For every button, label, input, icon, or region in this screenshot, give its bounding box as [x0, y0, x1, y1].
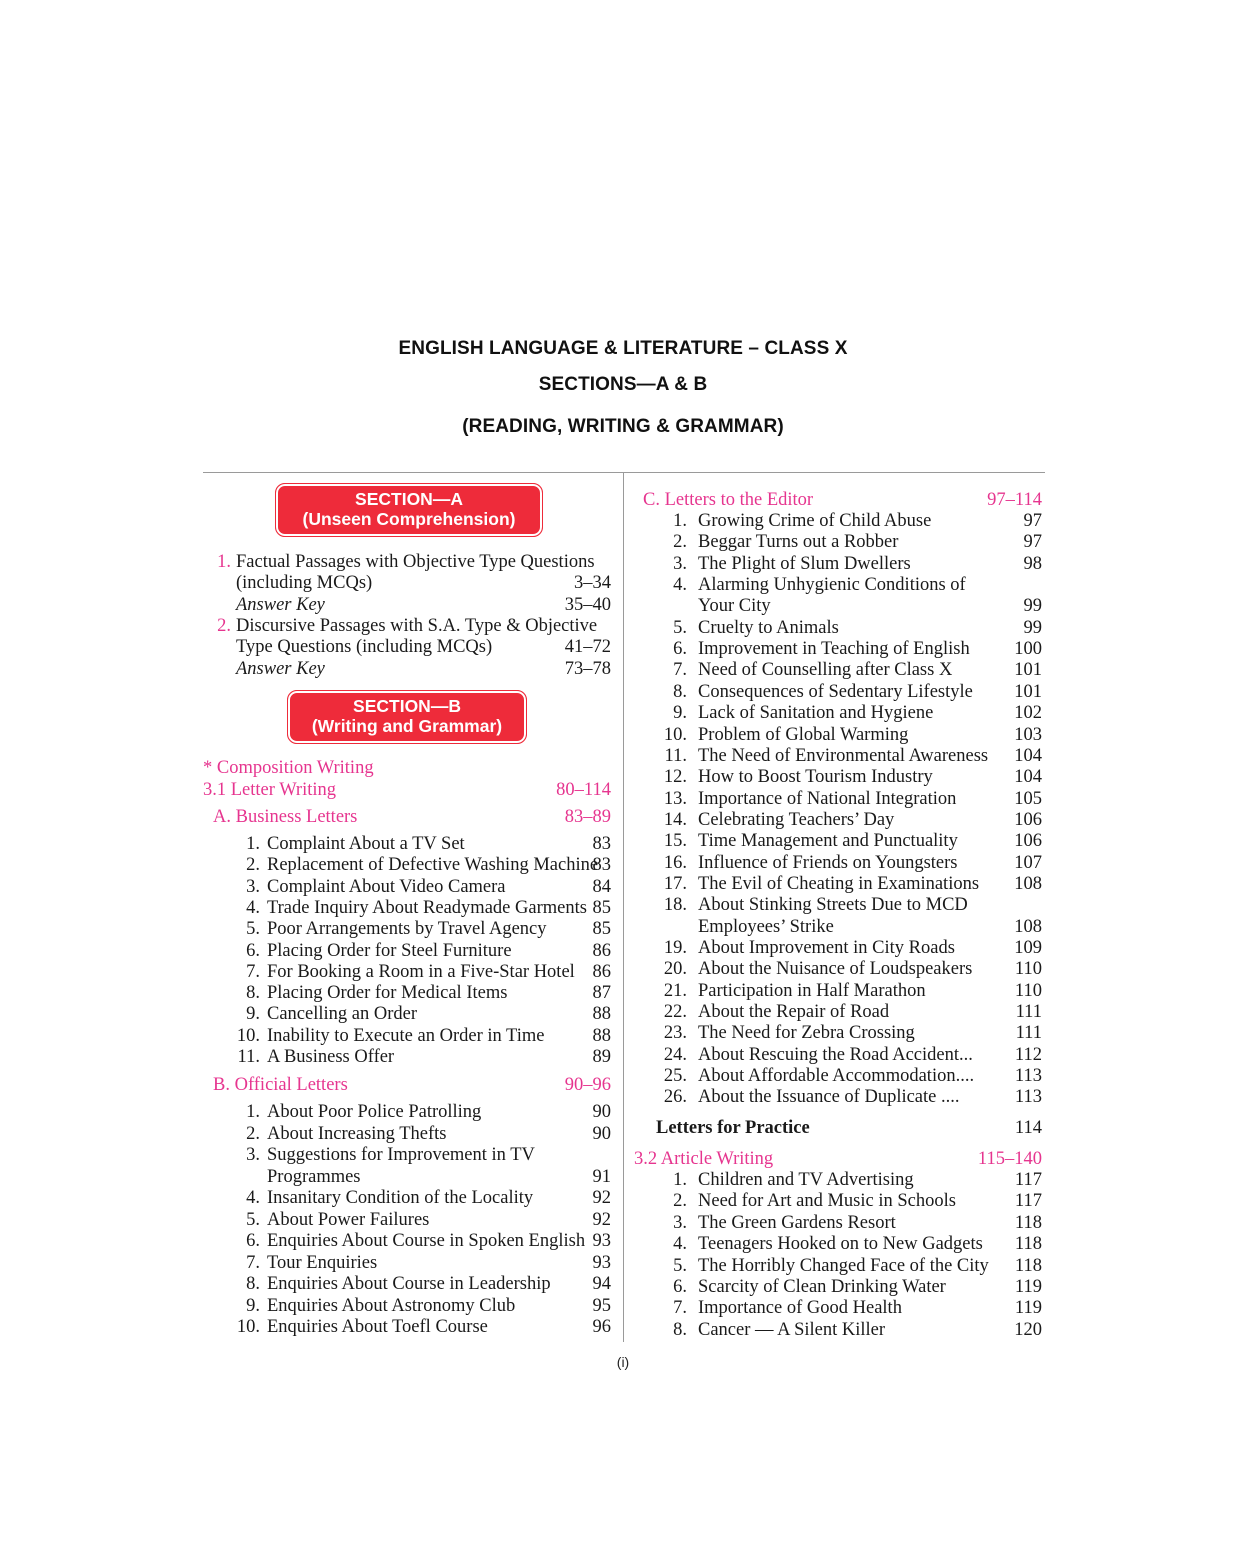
item-title: Employees’ Strike: [698, 916, 834, 937]
sections-heading: SECTIONS—A & B: [538, 374, 708, 395]
list-item: [203, 1046, 613, 1068]
list-item: [634, 1212, 1044, 1234]
item-title: Problem of Global Warming: [698, 724, 909, 745]
list-item: [203, 897, 613, 919]
item-number: 2.: [673, 1191, 687, 1212]
item-number: 15.: [663, 831, 687, 852]
item-number: 8.: [673, 681, 687, 702]
list-item: [634, 937, 1044, 959]
item-number: 1.: [246, 834, 260, 854]
item-page: 118: [1014, 1234, 1042, 1255]
list-item: [634, 595, 1044, 617]
item-page: 99: [1023, 617, 1042, 638]
item-number: 24.: [663, 1044, 687, 1065]
item-page: 88: [592, 1025, 611, 1046]
list-item: [634, 1276, 1044, 1298]
composition-heading: [203, 757, 613, 779]
item-page: 97: [1023, 532, 1042, 553]
item-title: Poor Arrangements by Travel Agency: [267, 919, 547, 940]
item-title: About Rescuing the Road Accident...: [698, 1044, 973, 1065]
item-number: 18.: [663, 895, 687, 916]
item-page: 110: [1014, 980, 1042, 1001]
section-b-badge-title: SECTION—B: [353, 696, 461, 716]
section-a-badge-title: SECTION—A: [355, 489, 463, 509]
item-title: Cancelling an Order: [267, 1004, 417, 1025]
item-number: 6.: [246, 1231, 260, 1251]
list-item: [634, 788, 1044, 810]
item-title: Time Management and Punctuality: [698, 831, 958, 852]
item-number: 4.: [673, 1234, 687, 1255]
official-letters-heading: [203, 1074, 613, 1096]
item-title: The Horribly Changed Face of the City: [698, 1255, 989, 1276]
item-title: Improvement in Teaching of English: [698, 639, 970, 660]
item-number: 1.: [673, 511, 687, 531]
list-item: [203, 1295, 613, 1317]
list-item: [634, 553, 1044, 575]
item-title: Trade Inquiry About Readymade Garments: [267, 897, 587, 918]
item-page: 101: [1014, 660, 1042, 681]
item-page: 117: [1014, 1191, 1042, 1212]
item-title: The Need of Environmental Awareness: [698, 745, 989, 766]
item-title: Cancer — A Silent Killer: [698, 1319, 886, 1340]
item-page: 92: [592, 1188, 611, 1208]
editor-letters-heading: [634, 489, 1044, 511]
list-item: [203, 940, 613, 962]
item-page: 85: [592, 897, 611, 918]
list-item: [203, 854, 613, 876]
list-item: [203, 1123, 613, 1145]
list-item: [203, 1144, 613, 1166]
item-number: 2.: [673, 532, 687, 553]
business-letters-label: A. Business Letters: [213, 807, 358, 827]
editor-letters-label: C. Letters to the Editor: [643, 490, 814, 510]
item-number: 10.: [663, 724, 687, 745]
item-number: 12.: [663, 767, 687, 788]
item-title: Consequences of Sedentary Lifestyle: [698, 681, 973, 702]
item-number: 1.: [246, 1102, 260, 1122]
item-title: Enquiries About Astronomy Club: [267, 1295, 516, 1316]
list-item: [634, 702, 1044, 724]
list-item: [634, 574, 1044, 596]
item-number: 10.: [236, 1025, 260, 1046]
item-page: 83: [592, 855, 611, 876]
item-title: Need of Counselling after Class X: [698, 660, 953, 681]
list-item: [203, 918, 613, 940]
item-page: 104: [1014, 745, 1042, 766]
item-number: 11.: [664, 745, 687, 766]
item-page: 92: [592, 1209, 611, 1230]
item-number: 5.: [246, 919, 260, 940]
item-page: 106: [1014, 809, 1042, 830]
item-number: 2.: [217, 615, 231, 636]
item-page: 89: [592, 1047, 611, 1067]
list-item: [634, 809, 1044, 831]
editor-letters-pages: 97–114: [987, 490, 1042, 510]
item-page: 98: [1023, 553, 1042, 574]
article-writing-heading: [634, 1148, 1044, 1170]
item-page: 86: [592, 940, 611, 961]
list-item: [634, 681, 1044, 703]
item-title: Placing Order for Steel Furniture: [267, 940, 512, 961]
item-title: Importance of National Integration: [698, 788, 957, 809]
business-letters-pages: 83–89: [564, 807, 611, 827]
item-title: Tour Enquiries: [267, 1252, 378, 1273]
item-number: 7.: [246, 1252, 260, 1273]
item-page: 94: [592, 1274, 611, 1294]
list-item: [634, 1297, 1044, 1319]
letter-writing-label: 3.1 Letter Writing: [203, 780, 337, 800]
list-item: [634, 852, 1044, 874]
list-item: [634, 958, 1044, 980]
item-title: Replacement of Defective Washing Machine: [267, 855, 599, 876]
list-item: [634, 745, 1044, 767]
item-title: Cruelty to Animals: [698, 617, 839, 638]
list-item: [203, 982, 613, 1004]
item-page: 35–40: [564, 594, 611, 615]
list-item: [634, 510, 1044, 532]
letters-for-practice-row: [634, 1117, 1044, 1139]
section-b-badge-subtitle: (Writing and Grammar): [311, 716, 503, 736]
item-title: About the Repair of Road: [698, 1002, 890, 1023]
list-item: [634, 724, 1044, 746]
item-number: 8.: [246, 1274, 260, 1294]
item-page: 93: [592, 1231, 611, 1251]
item-page: 110: [1014, 959, 1042, 980]
item-title: About Improvement in City Roads: [698, 938, 955, 958]
section-a-item: [203, 658, 613, 680]
subtitle-heading: (READING, WRITING & GRAMMAR): [462, 416, 784, 437]
letter-writing-heading: [203, 779, 613, 801]
item-title: The Green Gardens Resort: [698, 1212, 896, 1233]
item-page: 87: [592, 983, 611, 1004]
item-title: (including MCQs): [236, 573, 373, 594]
item-number: 4.: [246, 1188, 260, 1208]
item-title: Inability to Execute an Order in Time: [267, 1025, 545, 1046]
item-page: 111: [1015, 1002, 1042, 1023]
item-title: Beggar Turns out a Robber: [698, 532, 899, 553]
item-title: Type Questions (including MCQs): [236, 637, 493, 658]
item-number: 19.: [663, 938, 687, 958]
item-page: 90: [592, 1102, 611, 1122]
list-item: [634, 1255, 1044, 1277]
item-page: 118: [1014, 1255, 1042, 1276]
list-item: [203, 1209, 613, 1231]
item-page: 113: [1014, 1066, 1042, 1087]
section-a-item: [203, 636, 613, 658]
list-item: [634, 617, 1044, 639]
item-title: Growing Crime of Child Abuse: [698, 511, 932, 531]
list-item: [203, 1187, 613, 1209]
article-writing-label: 3.2 Article Writing: [634, 1149, 774, 1169]
section-a-badge-subtitle: (Unseen Comprehension): [302, 509, 516, 529]
item-title: How to Boost Tourism Industry: [698, 767, 933, 788]
item-page: 108: [1014, 916, 1042, 937]
item-number: 4.: [246, 897, 260, 918]
item-number: 4.: [673, 575, 687, 596]
answer-key-label: Answer Key: [236, 658, 325, 679]
item-number: 9.: [246, 1004, 260, 1025]
section-a-item: [203, 572, 613, 594]
item-title: Complaint About a TV Set: [267, 834, 465, 854]
item-page: 100: [1014, 639, 1042, 660]
list-item: [634, 1022, 1044, 1044]
page-title: ENGLISH LANGUAGE & LITERATURE – CLASS X: [398, 338, 848, 359]
item-page: 83: [592, 834, 611, 854]
item-page: 117: [1014, 1170, 1042, 1190]
item-number: 9.: [673, 703, 687, 724]
item-number: 13.: [663, 788, 687, 809]
item-number: 2.: [246, 855, 260, 876]
item-page: 102: [1014, 703, 1042, 724]
item-title: Lack of Sanitation and Hygiene: [698, 703, 934, 724]
item-number: 20.: [663, 959, 687, 980]
list-item: [634, 659, 1044, 681]
item-page: 101: [1014, 681, 1042, 702]
section-a-item: [203, 615, 613, 637]
item-title: Discursive Passages with S.A. Type & Objective: [236, 615, 598, 636]
answer-key-label: Answer Key: [236, 594, 325, 615]
list-item: [634, 830, 1044, 852]
item-number: 5.: [673, 1255, 687, 1276]
item-page: 103: [1014, 724, 1042, 745]
item-number: 1.: [673, 1170, 687, 1190]
item-title: Celebrating Teachers’ Day: [698, 809, 895, 830]
letter-writing-pages: 80–114: [556, 780, 611, 800]
item-title: Importance of Good Health: [698, 1298, 902, 1319]
item-title: Children and TV Advertising: [698, 1170, 914, 1190]
item-title: Insanitary Condition of the Locality: [267, 1188, 534, 1208]
item-page: 120: [1014, 1319, 1042, 1340]
item-number: 7.: [246, 961, 260, 982]
item-number: 8.: [246, 983, 260, 1004]
list-item: [203, 961, 613, 983]
item-page: 104: [1014, 767, 1042, 788]
list-item: [634, 894, 1044, 916]
item-page: 41–72: [564, 637, 611, 658]
list-item: [203, 1166, 613, 1188]
item-page: 96: [592, 1317, 611, 1337]
list-item: [634, 980, 1044, 1002]
list-item: [634, 1233, 1044, 1255]
item-title: About Increasing Thefts: [267, 1123, 447, 1144]
item-number: 6.: [673, 639, 687, 660]
item-title: About the Nuisance of Loudspeakers: [698, 959, 973, 980]
right-column: [634, 0, 1044, 1546]
item-page: 106: [1014, 831, 1042, 852]
item-title: Teenagers Hooked on to New Gadgets: [698, 1234, 983, 1255]
item-page: 84: [592, 876, 611, 897]
item-number: 22.: [663, 1002, 687, 1023]
item-page: 119: [1014, 1277, 1042, 1297]
item-page: 91: [592, 1166, 611, 1187]
item-number: 25.: [663, 1066, 687, 1087]
item-number: 8.: [673, 1319, 687, 1340]
item-number: 11.: [237, 1047, 260, 1067]
business-letters-heading: [203, 806, 613, 828]
item-page: 112: [1014, 1044, 1042, 1065]
list-item: [203, 1230, 613, 1252]
item-title: Alarming Unhygienic Conditions of: [698, 575, 966, 596]
item-title: A Business Offer: [267, 1047, 395, 1067]
letters-for-practice-label: Letters for Practice: [656, 1118, 810, 1138]
list-item: [634, 1001, 1044, 1023]
item-title: About Poor Police Patrolling: [267, 1102, 482, 1122]
item-title: Placing Order for Medical Items: [267, 983, 508, 1004]
item-number: 6.: [673, 1277, 687, 1297]
item-title: Participation in Half Marathon: [698, 980, 926, 1001]
section-a-item: [203, 594, 613, 616]
list-item: [634, 1190, 1044, 1212]
item-number: 3.: [246, 1145, 260, 1165]
item-page: 73–78: [564, 658, 611, 679]
official-letters-pages: 90–96: [564, 1075, 611, 1095]
list-item: [203, 876, 613, 898]
item-page: 88: [592, 1004, 611, 1025]
item-title: Scarcity of Clean Drinking Water: [698, 1277, 946, 1297]
item-number: 14.: [663, 809, 687, 830]
section-a-item: [203, 551, 613, 573]
item-title: About the Issuance of Duplicate ....: [698, 1087, 960, 1108]
item-title: Suggestions for Improvement in TV: [267, 1145, 535, 1165]
item-page: 113: [1014, 1087, 1042, 1108]
item-title: Enquiries About Course in Spoken English: [267, 1231, 586, 1251]
item-title: Enquiries About Course in Leadership: [267, 1274, 551, 1294]
list-item: [634, 873, 1044, 895]
item-page: 108: [1014, 873, 1042, 894]
item-page: 95: [592, 1295, 611, 1316]
item-title: The Need for Zebra Crossing: [698, 1023, 915, 1044]
item-number: 7.: [673, 1298, 687, 1319]
item-number: 3.: [673, 1212, 687, 1233]
item-number: 3.: [673, 553, 687, 574]
list-item: [634, 1169, 1044, 1191]
list-item: [203, 1101, 613, 1123]
item-number: 9.: [246, 1295, 260, 1316]
item-page: 107: [1014, 852, 1042, 873]
list-item: [203, 1025, 613, 1047]
item-page: 118: [1014, 1212, 1042, 1233]
list-item: [634, 531, 1044, 553]
item-page: 85: [592, 919, 611, 940]
item-title: Your City: [698, 596, 771, 617]
item-title: The Evil of Cheating in Examinations: [698, 873, 980, 894]
list-item: [634, 1319, 1044, 1341]
item-number: 2.: [246, 1123, 260, 1144]
item-title: About Affordable Accommodation....: [698, 1066, 975, 1087]
item-number: 7.: [673, 660, 687, 681]
list-item: [203, 1003, 613, 1025]
list-item: [634, 1065, 1044, 1087]
item-page: 90: [592, 1123, 611, 1144]
item-title: Complaint About Video Camera: [267, 876, 506, 897]
item-number: 3.: [246, 876, 260, 897]
item-number: 23.: [663, 1023, 687, 1044]
item-title: Enquiries About Toefl Course: [267, 1317, 488, 1337]
list-item: [634, 1044, 1044, 1066]
item-title: Factual Passages with Objective Type Questions: [236, 552, 595, 572]
list-item: [634, 916, 1044, 938]
page-number: (i): [616, 1354, 630, 1370]
item-title: Programmes: [267, 1166, 361, 1187]
item-page: 3–34: [574, 573, 611, 594]
list-item: [203, 1252, 613, 1274]
item-title: About Stinking Streets Due to MCD: [698, 895, 968, 916]
column-divider: [623, 472, 624, 1342]
list-item: [203, 1316, 613, 1338]
item-number: 6.: [246, 940, 260, 961]
item-number: 16.: [663, 852, 687, 873]
letters-for-practice-page: 114: [1014, 1118, 1042, 1138]
item-title: About Power Failures: [267, 1209, 430, 1230]
item-number: 1.: [217, 552, 231, 572]
item-number: 5.: [673, 617, 687, 638]
list-item: [634, 638, 1044, 660]
item-page: 97: [1023, 511, 1042, 531]
item-page: 99: [1023, 596, 1042, 617]
item-number: 26.: [663, 1087, 687, 1108]
list-item: [634, 1086, 1044, 1108]
item-number: 17.: [663, 873, 687, 894]
list-item: [203, 1273, 613, 1295]
item-page: 105: [1014, 788, 1042, 809]
item-number: 10.: [236, 1317, 260, 1337]
item-title: Influence of Friends on Youngsters: [698, 852, 958, 873]
list-item: [634, 766, 1044, 788]
article-writing-pages: 115–140: [977, 1149, 1042, 1169]
item-number: 5.: [246, 1209, 260, 1230]
list-item: [203, 833, 613, 855]
item-page: 111: [1015, 1023, 1042, 1044]
item-page: 119: [1014, 1298, 1042, 1319]
item-title: For Booking a Room in a Five-Star Hotel: [267, 961, 575, 982]
composition-label: * Composition Writing: [203, 758, 374, 778]
item-page: 93: [592, 1252, 611, 1273]
section-b-badge: [288, 691, 526, 743]
left-column: [203, 0, 613, 1546]
item-title: The Plight of Slum Dwellers: [698, 553, 911, 574]
item-page: 109: [1014, 938, 1042, 958]
official-letters-label: B. Official Letters: [213, 1075, 348, 1095]
item-title: Need for Art and Music in Schools: [698, 1191, 956, 1212]
item-page: 86: [592, 961, 611, 982]
item-number: 21.: [663, 980, 687, 1001]
